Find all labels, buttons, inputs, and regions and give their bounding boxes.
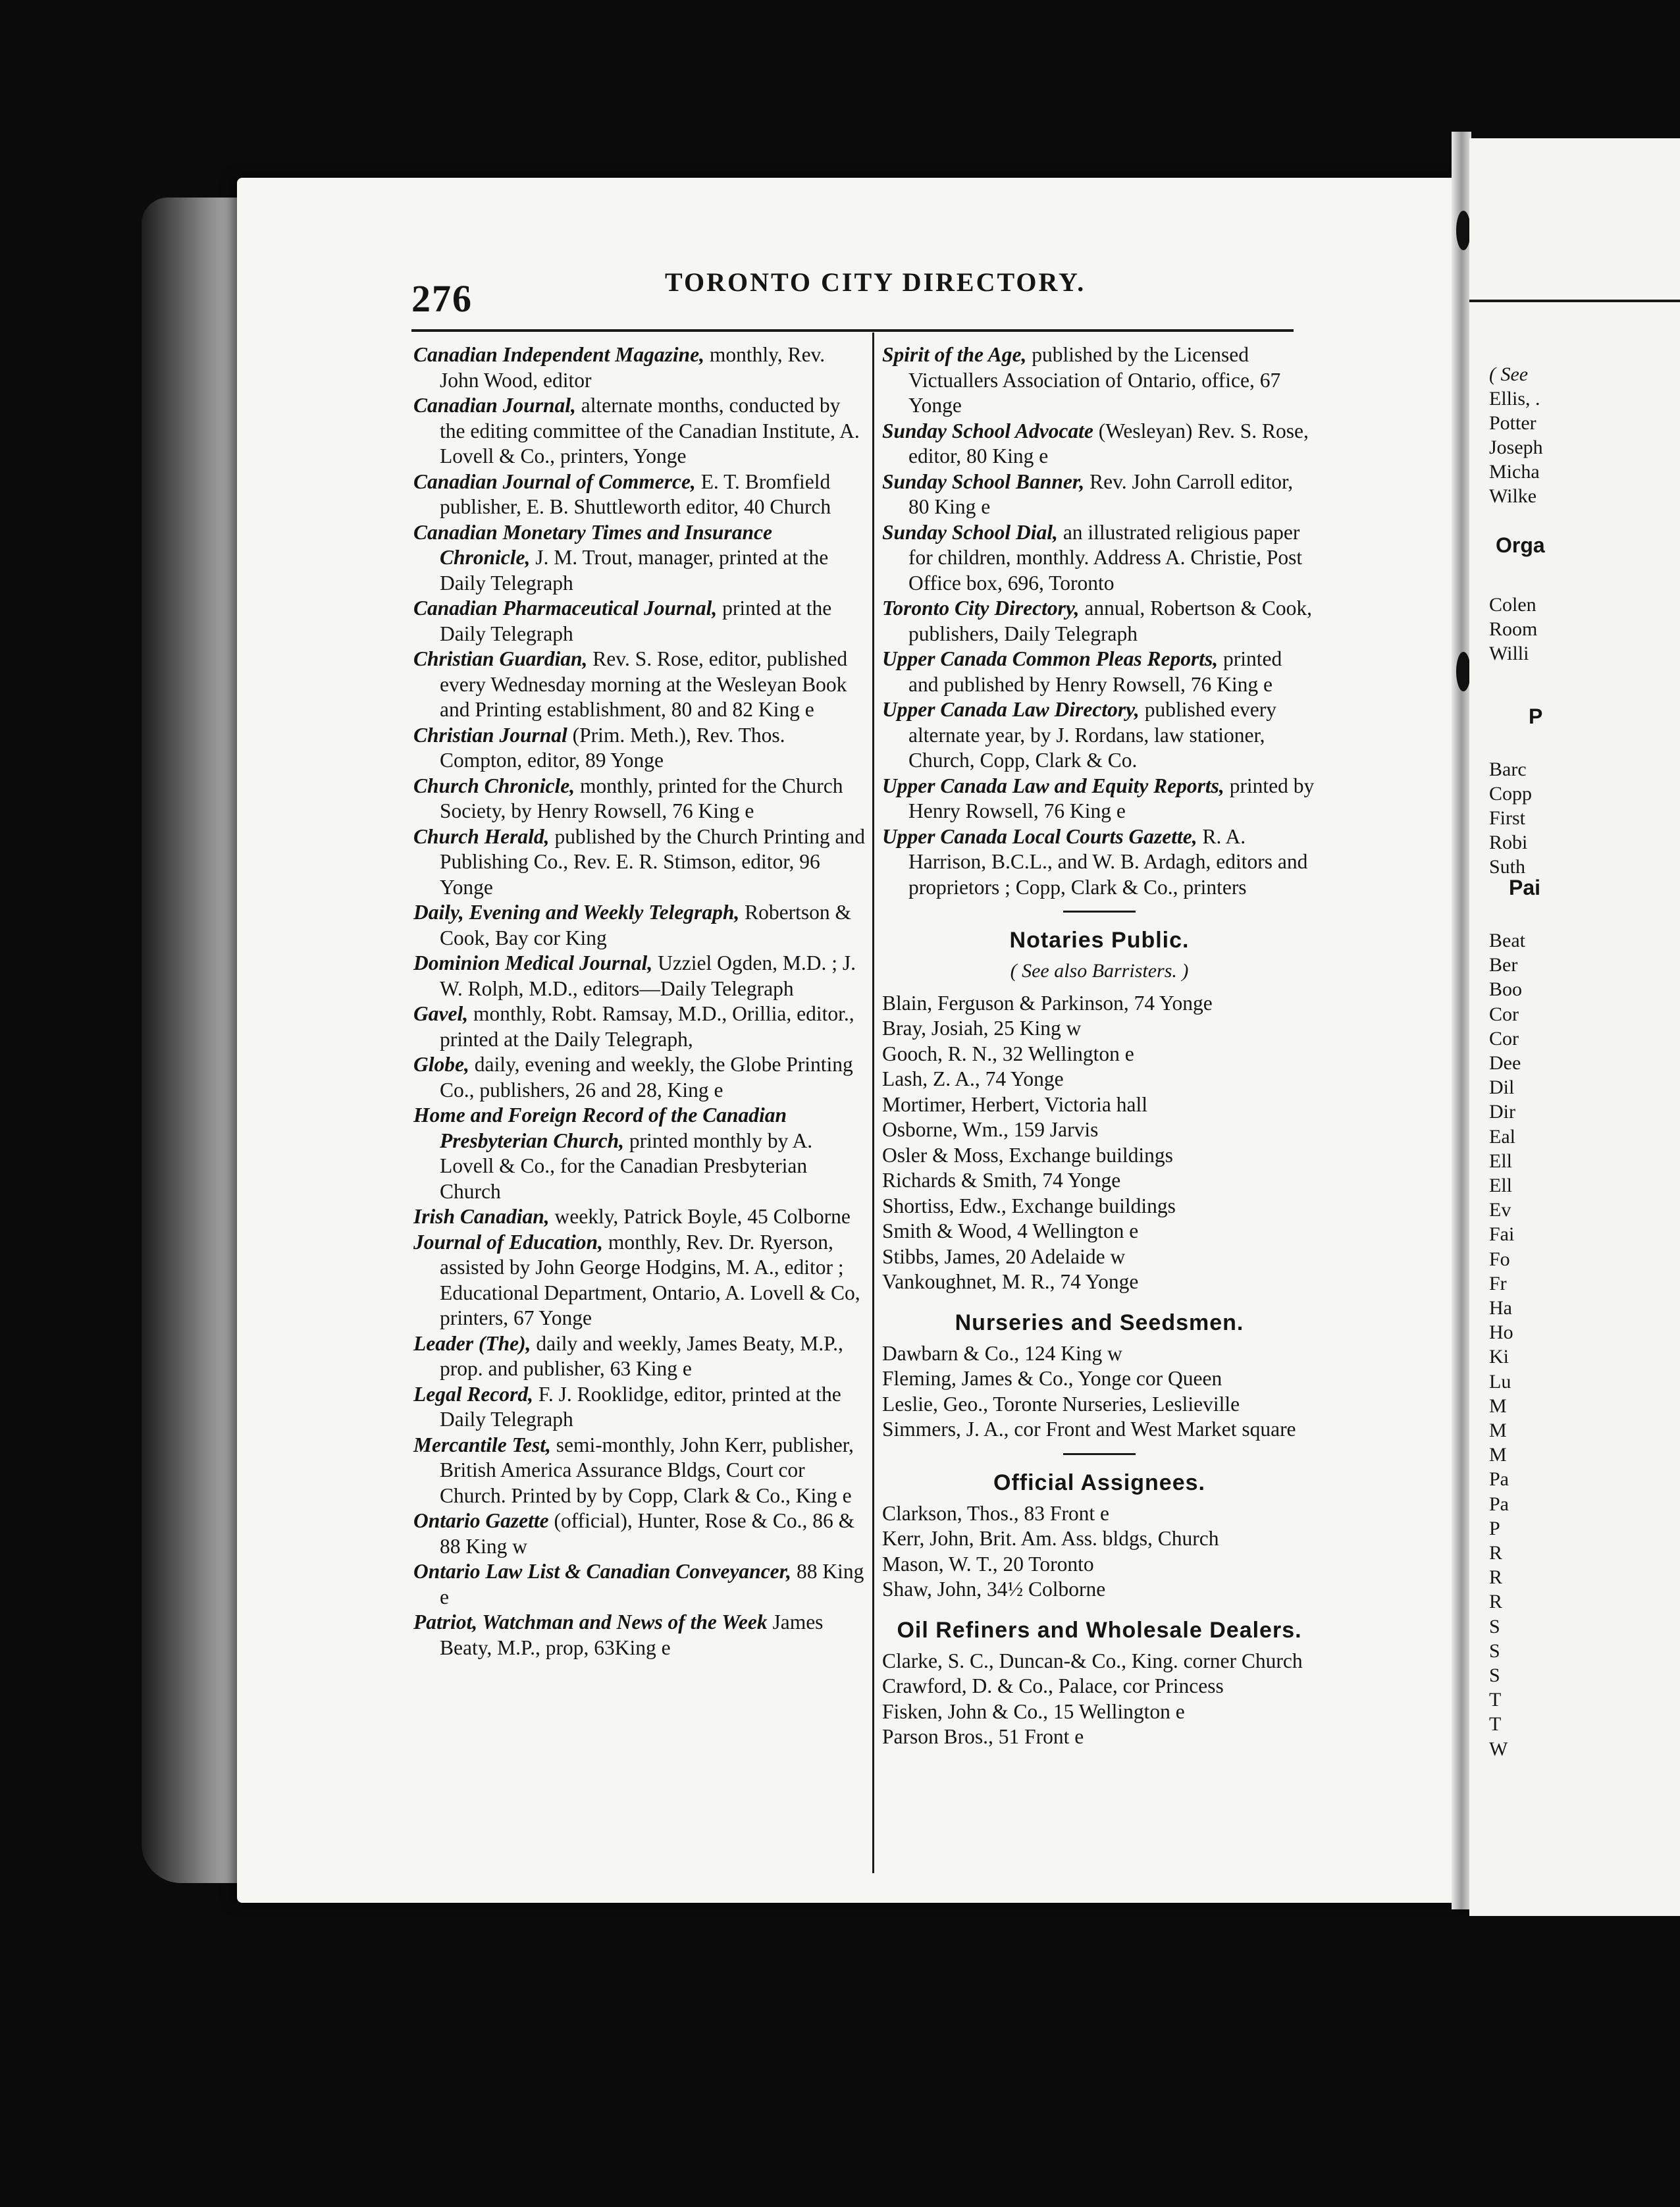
facing-page-line: Wilke xyxy=(1489,485,1537,507)
listing-entry: Fisken, John & Co., 15 Wellington e xyxy=(882,1699,1185,1723)
listing-entry: Fleming, James & Co., Yonge cor Queen xyxy=(882,1367,1222,1390)
facing-page-line: Dir xyxy=(1489,1101,1515,1123)
publication-name: Upper Canada Common Pleas Reports, xyxy=(882,647,1219,670)
publication-details: (official), Hunter, Rose & Co., 86 & 88 King w xyxy=(440,1509,855,1558)
directory-entry xyxy=(882,774,1317,824)
facing-page-line: First xyxy=(1489,807,1526,829)
publication-details: E. T. Bromfield publisher, E. B. Shuttleworth editor, 40 Church xyxy=(440,469,831,518)
publication-details: printed by Henry Rowsell, 76 King e xyxy=(908,774,1315,822)
facing-page-line: Boo xyxy=(1489,978,1523,1001)
publication-name: Canadian Monetary Times and Insurance Chronicle, xyxy=(413,520,772,569)
publication-details: monthly, Rev. Dr. Ryerson, assisted by John George Hodgins, M. A., editor ; Educational Department, Ontario, A. Lovell & Co, printers, 67 Yonge xyxy=(440,1230,860,1329)
publication-name: Canadian Independent Magazine, xyxy=(413,343,704,366)
directory-entry xyxy=(413,393,868,469)
directory-entry xyxy=(413,951,868,1001)
facing-page-line: R xyxy=(1489,1591,1503,1613)
listing-entry: Simmers, J. A., cor Front and West Market square xyxy=(882,1418,1296,1441)
assignees-list xyxy=(882,1501,1317,1603)
publication-details: James Beaty, M.P., prop, 63King e xyxy=(440,1610,824,1659)
publication-details: weekly, Patrick Boyle, 45 Colborne xyxy=(549,1205,851,1228)
facing-page-line: Ho xyxy=(1489,1321,1513,1344)
publication-name: Christian Journal xyxy=(413,723,567,747)
listing-entry: Parson Bros., 51 Front e xyxy=(882,1725,1084,1748)
facing-page-line: Eal xyxy=(1489,1125,1515,1148)
publication-name: Legal Record, xyxy=(413,1382,533,1406)
listing-entry: Gooch, R. N., 32 Wellington e xyxy=(882,1042,1134,1065)
publication-name: Sunday School Advocate xyxy=(882,419,1093,442)
publication-details: printed monthly by A. Lovell & Co., for the Canadian Presbyterian Church xyxy=(440,1129,813,1203)
facing-page-line: Joseph xyxy=(1489,437,1543,458)
facing-page-line: Cor xyxy=(1489,1027,1519,1050)
publication-name: Daily, Evening and Weekly Telegraph, xyxy=(413,901,740,924)
facing-page-line: Fai xyxy=(1489,1223,1515,1246)
directory-entry xyxy=(413,520,868,597)
facing-page-line: M xyxy=(1489,1420,1507,1441)
publication-name: Sunday School Dial, xyxy=(882,520,1058,544)
publication-details: daily, evening and weekly, the Globe Printing Co., publishers, 26 and 28, King e xyxy=(440,1053,853,1102)
directory-entry xyxy=(413,723,868,774)
listing-entry: Leslie, Geo., Toronte Nurseries, Leslieville xyxy=(882,1392,1240,1416)
publication-details: published every alternate year, by J. Rordans, law stationer, Church, Copp, Clark & Co. xyxy=(908,698,1277,772)
facing-page-line: Robi xyxy=(1489,832,1528,853)
directory-entry xyxy=(413,647,868,723)
directory-entry xyxy=(413,1103,868,1204)
listing-entry: Mason, W. T., 20 Toronto xyxy=(882,1552,1094,1576)
publication-details: monthly, printed for the Church Society, by Henry Rowsell, 76 King e xyxy=(440,774,843,822)
directory-entry xyxy=(882,697,1317,774)
publication-details: published by the Licensed Victuallers Association of Ontario, office, 67 Yonge xyxy=(908,343,1281,417)
notaries-note: ( See also Barristers. ) xyxy=(1010,960,1189,982)
publication-name: Globe, xyxy=(413,1053,469,1076)
listing-entry: Richards & Smith, 74 Yonge xyxy=(882,1169,1121,1192)
listing-entry: Blain, Ferguson & Parkinson, 74 Yonge xyxy=(882,991,1213,1015)
facing-page-line: Lu xyxy=(1489,1370,1511,1393)
oil-refiners-list xyxy=(882,1649,1317,1750)
facing-page-line: S xyxy=(1489,1615,1500,1637)
publication-details: published by the Church Printing and Publishing Co., Rev. E. R. Stimson, editor, 96 Yonge xyxy=(440,824,866,899)
publication-details: semi-monthly, John Kerr, publisher, British America Assurance Bldgs, Court cor Church. Printed by by Copp, Clark & Co., King e xyxy=(440,1433,854,1507)
listing-entry: Smith & Wood, 4 Wellington e xyxy=(882,1219,1139,1242)
listing-entry: Kerr, John, Brit. Am. Ass. bldgs, Church xyxy=(882,1527,1219,1550)
listing-entry: Lash, Z. A., 74 Yonge xyxy=(882,1067,1064,1090)
facing-page-heading: Orga xyxy=(1496,533,1545,557)
facing-page-line: S xyxy=(1489,1639,1500,1662)
facing-page-line: T xyxy=(1489,1713,1502,1736)
directory-entry xyxy=(882,469,1317,520)
publication-name: Church Chronicle, xyxy=(413,774,575,797)
publication-details: F. J. Rooklidge, editor, printed at the Daily Telegraph xyxy=(440,1382,841,1431)
facing-page-line: ( See xyxy=(1489,363,1529,385)
facing-page-line: Barc xyxy=(1489,758,1527,780)
publication-details: an illustrated religious paper for children, monthly. Address A. Christie, Post Office box, 696, Toronto xyxy=(908,520,1303,595)
publication-details: Robertson & Cook, Bay cor King xyxy=(440,901,851,949)
running-head: TORONTO CITY DIRECTORY. xyxy=(665,267,1086,297)
listing-entry: Shortiss, Edw., Exchange buildings xyxy=(882,1194,1176,1217)
publication-name: Dominion Medical Journal, xyxy=(413,951,653,974)
publication-name: Church Herald, xyxy=(413,824,550,848)
facing-page-line: P xyxy=(1489,1517,1500,1539)
listing-entry: Mortimer, Herbert, Victoria hall xyxy=(882,1092,1148,1116)
publication-details: monthly, Rev. John Wood, editor xyxy=(440,343,826,392)
publication-name: Ontario Gazette xyxy=(413,1509,549,1532)
directory-entry xyxy=(882,520,1317,597)
facing-page-line: Potter xyxy=(1489,412,1536,434)
directory-entry xyxy=(413,1052,868,1103)
publication-name: Ontario Law List & Canadian Conveyancer, xyxy=(413,1560,792,1583)
book-gutter xyxy=(1452,132,1471,1909)
facing-page-heading: P xyxy=(1529,705,1543,728)
publication-name: Canadian Pharmaceutical Journal, xyxy=(413,597,718,620)
publication-name: Mercantile Test, xyxy=(413,1433,551,1456)
listing-entry: Bray, Josiah, 25 King w xyxy=(882,1017,1082,1040)
facing-page-line: T xyxy=(1489,1689,1502,1711)
publication-name: Sunday School Banner, xyxy=(882,469,1085,493)
directory-entry xyxy=(413,342,868,393)
facing-page-line: R xyxy=(1489,1566,1503,1589)
listing-entry: Osler & Moss, Exchange buildings xyxy=(882,1143,1173,1167)
facing-page-line: Fr xyxy=(1489,1272,1507,1294)
notaries-list xyxy=(882,991,1317,1295)
facing-page-line: Ki xyxy=(1489,1346,1509,1368)
column-divider xyxy=(872,332,874,1873)
publication-name: Irish Canadian, xyxy=(413,1205,550,1228)
publication-name: Canadian Journal of Commerce, xyxy=(413,469,696,493)
publication-name: Journal of Education, xyxy=(413,1230,603,1254)
directory-entry xyxy=(413,1001,868,1052)
facing-page-line: Pa xyxy=(1489,1468,1509,1491)
directory-entry xyxy=(882,419,1317,469)
directory-entry xyxy=(413,1433,868,1509)
directory-entry xyxy=(413,469,868,520)
publication-name: Christian Guardian, xyxy=(413,647,588,670)
facing-page-line: Colen xyxy=(1489,594,1536,616)
publication-name: Spirit of the Age, xyxy=(882,343,1027,366)
publication-details: J. M. Trout, manager, printed at the Daily Telegraph xyxy=(440,546,829,595)
facing-page-line: Cor xyxy=(1489,1003,1519,1025)
facing-page-line: Micha xyxy=(1489,461,1540,483)
publication-name: Canadian Journal, xyxy=(413,394,576,417)
directory-entry xyxy=(413,1610,868,1661)
facing-page-line: Suth xyxy=(1489,856,1526,878)
publication-details: 88 King e xyxy=(440,1560,864,1609)
directory-entry xyxy=(413,1230,868,1331)
assignees-heading: Official Assignees. xyxy=(993,1470,1205,1495)
listing-entry: Osborne, Wm., 159 Jarvis xyxy=(882,1118,1099,1141)
directory-entry xyxy=(413,1382,868,1433)
directory-entry xyxy=(882,342,1317,419)
listing-entry: Stibbs, James, 20 Adelaide w xyxy=(882,1244,1126,1268)
nurseries-heading: Nurseries and Seedsmen. xyxy=(955,1310,1244,1335)
facing-page-line: Ellis, . xyxy=(1489,388,1540,410)
facing-page-rule xyxy=(1469,300,1680,302)
section-rule xyxy=(1063,1453,1136,1455)
listing-entry: Vankoughnet, M. R., 74 Yonge xyxy=(882,1270,1139,1293)
directory-entry xyxy=(413,900,868,951)
facing-page-line: Willi xyxy=(1489,643,1529,664)
directory-entry xyxy=(413,824,868,901)
facing-page-heading: Pai xyxy=(1509,876,1541,899)
publication-details: (Prim. Meth.), Rev. Thos. Compton, editor, 89 Yonge xyxy=(440,723,785,772)
publication-details: Uzziel Ogden, M.D. ; J. W. Rolph, M.D., editors—Daily Telegraph xyxy=(440,951,856,1000)
listing-entry: Clarkson, Thos., 83 Front e xyxy=(882,1501,1110,1525)
header-rule xyxy=(411,329,1294,332)
facing-page-line: Ha xyxy=(1489,1297,1512,1319)
binding-mark xyxy=(1456,652,1471,691)
section-rule xyxy=(1063,911,1136,913)
directory-entry xyxy=(413,1508,868,1559)
directory-entry xyxy=(882,647,1317,697)
facing-page-line: Room xyxy=(1489,618,1538,640)
facing-page-line: R xyxy=(1489,1542,1503,1564)
nurseries-list xyxy=(882,1341,1317,1443)
listing-entry: Dawbarn & Co., 124 King w xyxy=(882,1341,1122,1365)
facing-page-line: Beat xyxy=(1489,930,1525,951)
listing-entry: Clarke, S. C., Duncan-& Co., King. corner Church xyxy=(882,1649,1303,1672)
facing-page-line: Dil xyxy=(1489,1077,1515,1099)
facing-page xyxy=(1469,138,1680,1916)
directory-entry xyxy=(413,774,868,824)
directory-entry xyxy=(882,824,1317,901)
publication-name: Patriot, Watchman and News of the Week xyxy=(413,1610,768,1634)
periodicals-list xyxy=(882,342,1317,900)
facing-page-line: Copp xyxy=(1489,783,1533,805)
facing-page-line: Ell xyxy=(1489,1150,1512,1172)
publication-name: Gavel, xyxy=(413,1002,469,1025)
publication-details: annual, Robertson & Cook, publishers, Daily Telegraph xyxy=(908,597,1313,645)
publication-name: Upper Canada Local Courts Gazette, xyxy=(882,824,1197,848)
facing-page-line: Dee xyxy=(1489,1052,1521,1074)
publication-name: Leader (The), xyxy=(413,1331,531,1355)
directory-entry xyxy=(413,596,868,647)
publication-details: alternate months, conducted by the editing committee of the Canadian Institute, A. Lovell & Co., printers, Yonge xyxy=(440,394,860,467)
right-column xyxy=(882,342,1317,1750)
facing-page-line: S xyxy=(1489,1664,1500,1686)
publication-details: (Wesleyan) Rev. S. Rose, editor, 80 King e xyxy=(908,419,1309,467)
page-number: 276 xyxy=(411,277,473,320)
facing-page-line: Ell xyxy=(1489,1175,1512,1196)
oil-refiners-heading: Oil Refiners and Wholesale Dealers. xyxy=(897,1617,1302,1643)
publication-name: Home and Foreign Record of the Canadian Presbyterian Church, xyxy=(413,1104,787,1152)
publication-name: Upper Canada Law and Equity Reports, xyxy=(882,774,1224,797)
directory-entry xyxy=(413,1331,868,1382)
directory-entry xyxy=(413,1204,868,1230)
facing-page-line: Ev xyxy=(1489,1199,1511,1221)
binding-mark xyxy=(1456,211,1471,250)
facing-page-line: M xyxy=(1489,1395,1507,1417)
publication-details: printed at the Daily Telegraph xyxy=(440,597,832,645)
facing-page-line: Pa xyxy=(1489,1493,1509,1515)
facing-page-line: Ber xyxy=(1489,954,1518,976)
notaries-heading: Notaries Public. xyxy=(1009,928,1190,953)
facing-page-line: W xyxy=(1489,1738,1508,1760)
directory-entry xyxy=(413,1559,868,1610)
publication-details: printed and published by Henry Rowsell, 76 King e xyxy=(908,647,1282,696)
publication-details: daily and weekly, James Beaty, M.P., prop. and publisher, 63 King e xyxy=(440,1331,843,1380)
publication-details: R. A. Harrison, B.C.L., and W. B. Ardagh, editors and proprietors ; Copp, Clark & Co., printers xyxy=(908,824,1308,899)
listing-entry: Shaw, John, 34½ Colborne xyxy=(882,1578,1106,1601)
publication-details: Rev. S. Rose, editor, published every Wednesday morning at the Wesleyan Book and Printing establishment, 80 and 82 King e xyxy=(440,647,848,721)
publication-details: Rev. John Carroll editor, 80 King e xyxy=(908,469,1294,518)
listing-entry: Crawford, D. & Co., Palace, cor Princess xyxy=(882,1674,1224,1697)
directory-entry xyxy=(882,596,1317,647)
facing-page-line: M xyxy=(1489,1444,1507,1466)
publication-name: Upper Canada Law Directory, xyxy=(882,698,1140,721)
left-column xyxy=(413,342,868,1661)
facing-page-line: Fo xyxy=(1489,1248,1510,1270)
publication-name: Toronto City Directory, xyxy=(882,597,1080,620)
publication-details: monthly, Robt. Ramsay, M.D., Orillia, editor., printed at the Daily Telegraph, xyxy=(440,1002,854,1051)
